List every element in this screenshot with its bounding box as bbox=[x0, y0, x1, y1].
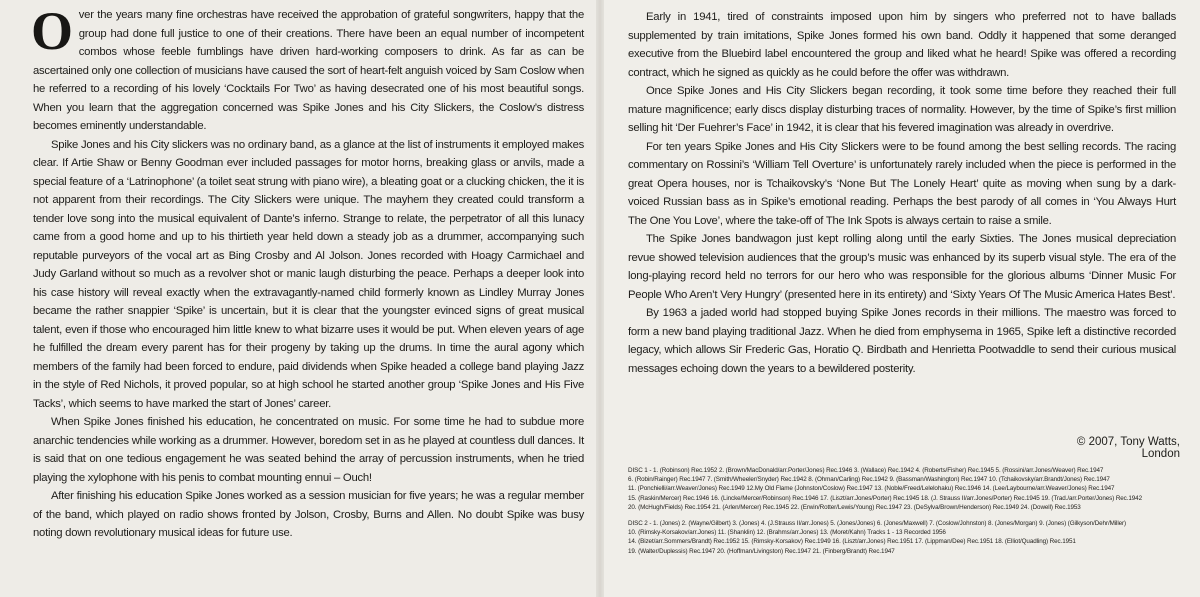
paragraph-2: Spike Jones and his City slickers was no ordinary band, as a glance at the list of instruments it employed makes clear. If Artie Shaw or Benny Goodman ever included passages for motor horns, breaking glass or anvils, made a special feature of a ‘Latrinophone’ (a toilet seat strung with piano wire), a bleating goat or a clucking chicken, the it is not apparent from their recordings. The City Slickers were unique. The mayhem they created could transform a tender love song into the musical equivalent of Dante’s inferno. Strange to relate, the perpetrator of all this lunacy came from a good home and up to his thirtieth year held down a steady job as a drummer, accompanying such reputable purveyors of the vocal art as Bing Crosby and Al Jolson. Jones recorded with Hoagy Carmichael and Judy Garland without so much as a revolver shot or manic laugh disturbing the peace. Perhaps a deeper look into his case history will reveal exactly when the extravagantly-named child formerly known as Lindley Murray Jones became the rather snappier ‘Spike’ is uncertain, but it is clear that the youngster evinced signs of great musical talent, even if those who encouraged him little knew to what bizarre uses it would be put. When eleven years of age he fulfilled the dream every parent has for their progeny by taking up the drums. In time the aural agony which members of the family had been forced to endure, paid dividends when Spike headed a college band playing Jazz in the style of Red Nichols, it proved popular, so at high school he started another group ‘Spike Jones and His Five Tacks’, which seems to have marked the start of Jones’ career. bbox=[33, 138, 584, 410]
paragraph-9: By 1963 a jaded world had stopped buying Spike Jones records in their millions. The maestro was forced to form a new band playing traditional Jazz. When he died from emphysema in 1965, Spike left a distinctive recorded legacy, which allows Sir Frederic Gas, Horatio Q. Birdbath and Henrietta Pootwaddle to send their curious musical messages echoing down the years to a bewildered posterity. bbox=[628, 307, 1176, 375]
paragraph-8: The Spike Jones bandwagon just kept rolling along until the early Sixties. The Jones musical depreciation revue showed television audiences that the group’s music was enhanced by its superb visual style. The era of the long-playing record held no terrors for our hero who was responsible for the glorious albums ‘Dinner Music For People Who Aren’t Very Hungry’ (presented here in its entirety) and ‘Sixty Years Of The Music America Hates Best’. bbox=[628, 233, 1176, 301]
page-fold bbox=[596, 0, 604, 597]
disc-credits bbox=[628, 466, 1188, 563]
disc-credit-line: 6. (Robin/Rainger) Rec.1947 7. (Smith/Wheeler/Snyder) Rec.1942 8. (Ohman/Carling) Rec.1942 9. (Bassman/Washington) Rec.1947 10. (Tchaikovsky/arr.Brandt/Jones) Rec.1947 bbox=[628, 476, 1110, 484]
disc-credit-line: 11. (Ponchielli/arr.Weaver/Jones) Rec.1949 12.My Old Flame (Johnston/Coslow) Rec.1947 13. (Noble/Freed/Lelelohaku) Rec.1946 14. (Lee/Laybourne/arr.Weaver/Jones) Rec.1947 bbox=[628, 485, 1115, 493]
left-column-text bbox=[31, 1, 584, 543]
paragraph-6: Once Spike Jones and His City Slickers began recording, it took some time before they reached their full mature magnificence; early discs display disturbing traces of normality. However, by the time of Spike’s first million selling hit ‘Der Fuehrer’s Face’ in 1942, it is clear that his fevered imagination was already in overdrive. bbox=[628, 85, 1176, 135]
paragraph-4: After finishing his education Spike Jones worked as a session musician for five years; he was a regular member of the band, which played on radio shows fronted by Jolson, Crosby, Burns and Allen. No doubt Spike was busy noting down revolutionary musical ideas for future use. bbox=[33, 490, 584, 540]
disc-credit-line: 14. (Bizet/arr.Sommers/Brandt) Rec.1952 15. (Rimsky-Korsakov) Rec.1949 16. (Liszt/arr.Jones) Rec.1951 17. (Lippman/Dee) Rec.1951 18. (Elliot/Quadling) Rec.1951 bbox=[628, 538, 1076, 546]
disc-credit-line: 10. (Rimsky-Korsakov/arr.Jones) 11. (Shanklin) 12. (Brahms/arr.Jones) 13. (Moret/Kahn) Tracks 1 - 13 Recorded 1956 bbox=[628, 529, 946, 537]
right-column-text bbox=[628, 8, 1176, 378]
disc-2-credits bbox=[628, 519, 1188, 556]
paragraph-5: Early in 1941, tired of constraints imposed upon him by singers who preferred not to have ballads supplemented by train imitations, Spike Jones formed his own band. Oddly it happened that some deranged executive from the Bluebird label encountered the group and liked what he heard! Spike was offered a recording contract, which he signed as quickly as he could before the offer was withdrawn. bbox=[628, 11, 1176, 79]
paragraph-7: For ten years Spike Jones and His City Slickers were to be found among the best selling records. The racing commentary on Rossini’s ‘William Tell Overture’ is unfortunately rarely included when the piece is performed in the great Opera houses, nor is Tchaikovsky’s ‘None But The Lonely Heart’ quite as moving when sung by a dark-voiced Russian bass as in Spike’s emotional reading. Perhaps the best parody of all comes in ‘You Always Hurt The One You Love’, where the take-off of The Ink Spots is always certain to raise a smile. bbox=[628, 140, 1176, 227]
paragraph-1 bbox=[31, 1, 584, 136]
drop-cap: O bbox=[31, 1, 73, 61]
disc-credit-line: DISC 1 - 1. (Robinson) Rec.1952 2. (Brown/MacDonald/arr.Porter/Jones) Rec.1946 3. (Wallace) Rec.1942 4. (Roberts/Fisher) Rec.1945 5. (Rossini/arr.Jones/Weaver) Rec.1947 bbox=[628, 467, 1104, 474]
paragraph-1-text: ver the years many fine orchestras have received the approbation of grateful songwriters, happy that the group had done full justice to one of their creations. There have been an equal number of incompetent combos whose feeble fumblings have driven hard-working composers to drink. As far as can be ascertained only one collection of musicians have caused the sort of heart-felt anguish voiced by Sam Coslow when he referred to a recording of his lovely ‘Cocktails For Two’ as having desecrated one of his most beautiful songs. When you learn that the aggregation concerned was Spike Jones and his City Slickers, the Coslow’s distress becomes eminently understandable. bbox=[33, 9, 584, 132]
disc-1-credits bbox=[628, 466, 1188, 512]
disc-credit-line: 15. (Raskin/Mercer) Rec.1946 16. (Lincke/Mercer/Robinson) Rec.1946 17. (Liszt/arr.Jones/Porter) Rec.1945 18. (J. Strauss II/arr.Jones/Porter) Rec.1945 19. (Trad./arr.Porter/Jones) Rec.1942 bbox=[628, 494, 1142, 502]
author-credit: © 2007, Tony Watts, London bbox=[1076, 436, 1180, 460]
disc-credit-line: 19. (Walter/Duplessis) Rec.1947 20. (Hoffman/Livingston) Rec.1947 21. (Finberg/Brandt) Rec.1947 bbox=[628, 547, 895, 555]
disc-credit-line: DISC 2 - 1. (Jones) 2. (Wayne/Gilbert) 3. (Jones) 4. (J.Strauss II/arr.Jones) 5. (Jones/Jones) 6. (Jones/Maxwell) 7. (Coslow/Johnston) 8. (Jones/Morgan) 9. (Jones) (Gilkyson/Dehr/Miller) bbox=[628, 520, 1127, 528]
disc-credit-line: 20. (McHugh/Fields) Rec.1954 21. (Arlen/Mercer) Rec.1945 22. (Erwin/Rotter/Lewis/Young) Rec.1947 23. (DeSylva/Brown/Henderson) Rec.1949 24. (Dowell) Rec.1953 bbox=[628, 503, 1081, 511]
paragraph-3: When Spike Jones finished his education, he concentrated on music. For some time he had to subdue more anarchic tendencies while working as a drummer. However, boredom set in as he played at countless dull dances. It is said that on one tedious engagement he was seated behind the array of percussion instruments, when he tried playing the xylophone with his penis to combat mounting ennui – Ouch! bbox=[33, 416, 584, 484]
